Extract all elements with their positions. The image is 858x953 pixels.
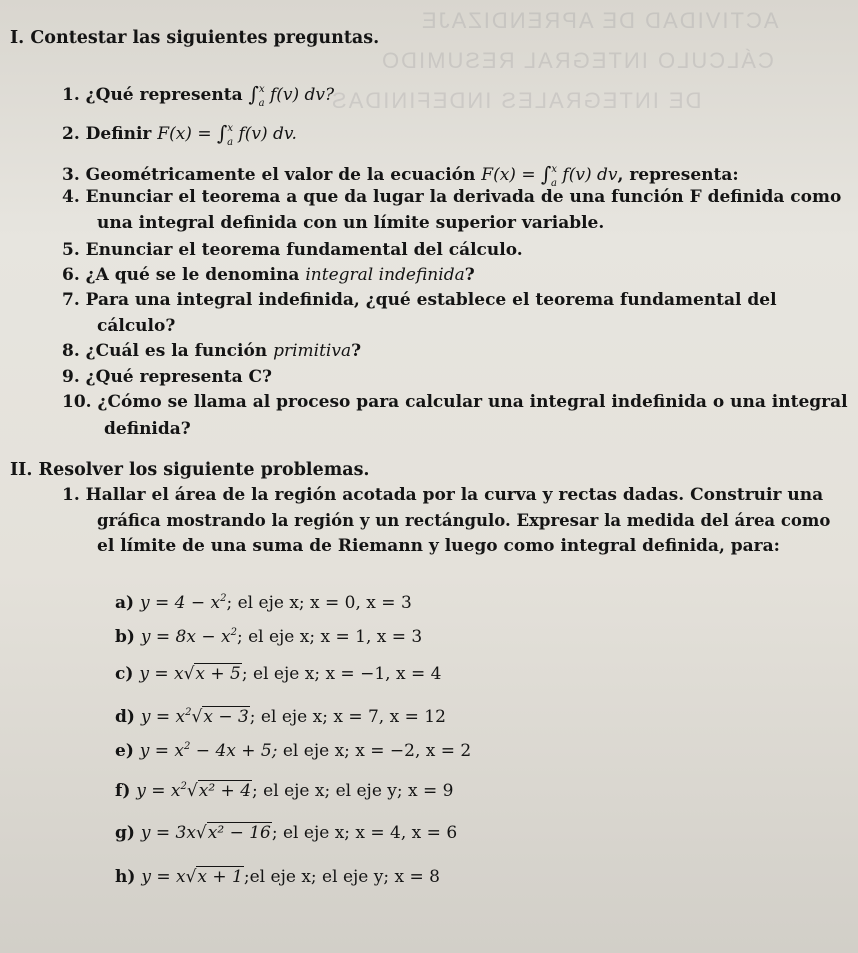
item-f: f) $y = x^2√x^2 + 4$; el eje x; el eje y; x = 9 [115, 781, 454, 801]
item-c: c) y = x√x + 5; el eje x; x = −1, x = 4 [115, 664, 442, 684]
item-b: b) $y = 8x - x^2$; el eje x; x = 1, x = 3 [115, 627, 423, 647]
question-4-cont: una integral definida con un límite superior variable. [97, 213, 605, 233]
item-d: d) $y = x^2√x - 3$; el eje x; x = 7, x = 12 [115, 707, 446, 727]
section-2-heading: II. Resolver los siguiente problemas. [10, 460, 370, 480]
question-5: 5. Enunciar el teorema fundamental del cálculo. [62, 240, 523, 260]
item-g: g) y = 3x√x² − 16; el eje x; x = 4, x = 6 [115, 823, 458, 843]
question-6: 6. ¿A qué se le denomina integral indefinida? [62, 265, 475, 285]
question-10-cont: definida? [104, 419, 191, 439]
question-8: 8. ¿Cuál es la función primitiva? [62, 341, 362, 361]
question-7: 7. Para una integral indefinida, ¿qué establece el teorema fundamental del [62, 290, 777, 310]
problem-1-cont: el límite de una suma de Riemann y luego como integral definida, para: [97, 536, 780, 556]
question-10: 10. ¿Cómo se llama al proceso para calcular una integral indefinida o una integral [62, 392, 848, 412]
question-9: 9. ¿Qué representa C? [62, 367, 272, 387]
question-4: 4. Enunciar el teorema a que da lugar la derivada de una función F definida como [62, 187, 842, 207]
bleed-through-text: CÁLCULO INTEGRAL RESUMIDO [380, 48, 774, 73]
problem-1: 1. Hallar el área de la región acotada por la curva y rectas dadas. Construir una [62, 485, 824, 505]
item-e: e) $y = x^2 - 4x + 5$; el eje x; x = −2, x = 2 [115, 741, 472, 761]
bleed-through-text: ACTIVIDAD DE APRENDIZAJE [420, 8, 779, 33]
section-1-heading: I. Contestar las siguientes preguntas. [10, 28, 380, 48]
question-2: 2. Definir F(x) = ∫$^x_a$ f(v) dv. [62, 121, 297, 148]
question-3: 3. Geométricamente el valor de la ecuación F(x) = ∫$^x_a$ f(v) dv, representa: [62, 162, 739, 189]
bleed-through-text: DE INTEGRALES INDEFINIDAS [330, 88, 702, 113]
item-a: a) $y = 4 - x^2$; el eje x; x = 0, x = 3 [115, 593, 412, 613]
item-h: h) y = x√x + 1;el eje x; el eje y; x = 8 [115, 867, 440, 887]
problem-1-cont: gráfica mostrando la región y un rectángulo. Expresar la medida del área como [97, 511, 831, 530]
question-1: 1. ¿Qué representa ∫$^x_a$ f(v) dv? [62, 82, 335, 109]
question-7-cont: cálculo? [97, 316, 176, 336]
